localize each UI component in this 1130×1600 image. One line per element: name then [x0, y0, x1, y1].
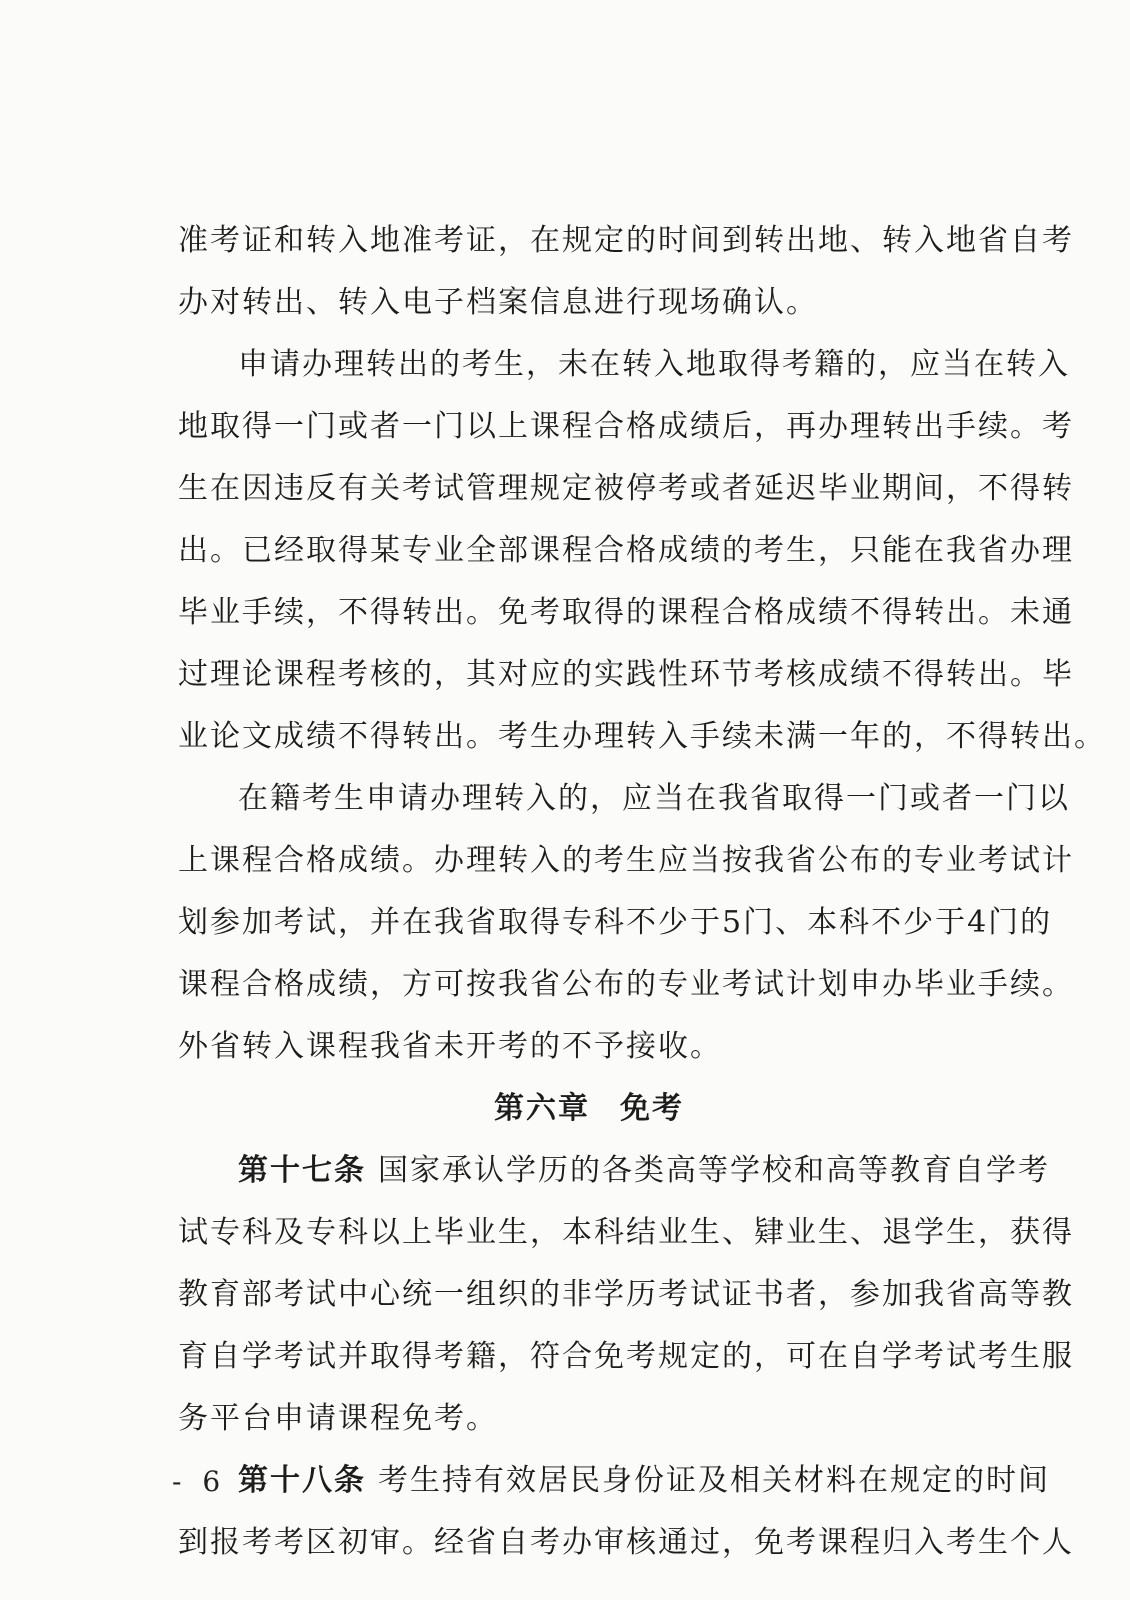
text-line: 申请办理转出的考生，未在转入地取得考籍的，应当在转入 — [238, 347, 1070, 382]
text-line: 过理论课程考核的，其对应的实践性环节考核成绩不得转出。毕 — [178, 657, 1074, 692]
text-line: 准考证和转入地准考证，在规定的时间到转出地、转入地省自考 — [178, 223, 1074, 258]
chapter-number: 第六章 — [494, 1091, 590, 1126]
text-line: 在籍考生申请办理转入的，应当在我省取得一门或者一门以 — [238, 781, 1070, 816]
text-line: 生在因违反有关考试管理规定被停考或者延迟毕业期间，不得转 — [178, 471, 1074, 506]
text-line: 毕业手续，不得转出。免考取得的课程合格成绩不得转出。未通 — [178, 595, 1074, 630]
text-line: 务平台申请课程免考。 — [178, 1401, 498, 1436]
text-line: 划参加考试，并在我省取得专科不少于5门、本科不少于4门的 — [178, 905, 1053, 940]
article-first-line — [178, 1450, 1050, 1512]
text-line: 教育部考试中心统一组织的非学历考试证书者，参加我省高等教 — [178, 1277, 1074, 1312]
text-line: 业论文成绩不得转出。考生办理转入手续未满一年的，不得转出。 — [178, 719, 1106, 754]
chapter-title: 免考 — [620, 1091, 684, 1126]
document-body — [178, 210, 1106, 1574]
article-label: 第十七条 — [238, 1153, 366, 1188]
text-line: 上课程合格成绩。办理转入的考生应当按我省公布的专业考试计 — [178, 843, 1074, 878]
page-number: - 6 - — [172, 1465, 257, 1498]
text-line: 课程合格成绩，方可按我省公布的专业考试计划申办毕业手续。 — [178, 967, 1074, 1002]
text-line: 试专科及专科以上毕业生，本科结业生、肄业生、退学生，获得 — [178, 1215, 1074, 1250]
text-line: 外省转入课程我省未开考的不予接收。 — [178, 1029, 722, 1064]
text-line: 到报考考区初审。经省自考办审核通过，免考课程归入考生个人 — [178, 1525, 1074, 1560]
chapter-heading — [178, 1078, 1000, 1140]
text-line: 出。已经取得某专业全部课程合格成绩的考生，只能在我省办理 — [178, 533, 1074, 568]
article-label: 第十八条 — [238, 1463, 366, 1498]
article-text: 国家承认学历的各类高等学校和高等教育自学考 — [378, 1153, 1050, 1188]
text-line: 育自学考试并取得考籍，符合免考规定的，可在自学考试考生服 — [178, 1339, 1074, 1374]
article-first-line — [178, 1140, 1050, 1202]
text-line: 办对转出、转入电子档案信息进行现场确认。 — [178, 285, 818, 320]
article-text: 考生持有效居民身份证及相关材料在规定的时间 — [378, 1463, 1050, 1498]
text-line: 地取得一门或者一门以上课程合格成绩后，再办理转出手续。考 — [178, 409, 1074, 444]
